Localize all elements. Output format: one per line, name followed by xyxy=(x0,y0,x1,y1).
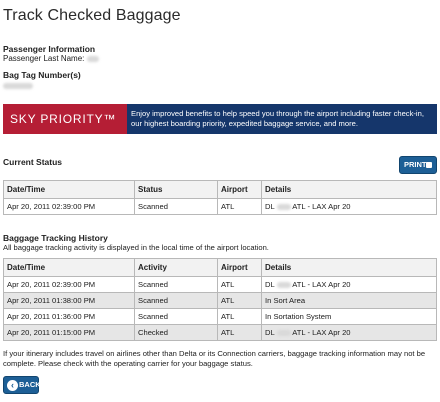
sky-priority-logo: SKY PRIORITY™ xyxy=(3,104,127,134)
details-prefix: DL xyxy=(265,280,275,289)
redacted-last-name xyxy=(87,56,99,62)
details-cell: In Sort Area xyxy=(262,293,437,309)
column-header: Date/Time xyxy=(4,181,135,199)
table-row xyxy=(4,325,437,341)
history-table xyxy=(3,258,437,341)
passenger-last-name-label: Passenger Last Name: xyxy=(3,54,85,63)
current-status-table xyxy=(3,180,437,215)
passenger-last-name-row xyxy=(3,54,99,64)
datetime-cell: Apr 20, 2011 01:38:00 PM xyxy=(4,293,135,309)
activity-cell: Scanned xyxy=(135,293,218,309)
airport-cell: ATL xyxy=(218,199,262,215)
table-row xyxy=(4,277,437,293)
column-header: Airport xyxy=(218,259,262,277)
activity-cell: Scanned xyxy=(135,277,218,293)
column-header: Details xyxy=(262,181,437,199)
back-button-label: BACK xyxy=(19,380,41,389)
datetime-cell: Apr 20, 2011 02:39:00 PM xyxy=(4,199,135,215)
airport-cell: ATL xyxy=(218,293,262,309)
bag-tag-info xyxy=(3,70,81,90)
details-prefix: DL xyxy=(265,328,275,337)
carrier-disclaimer: If your itinerary includes travel on airlines other than Delta or its Connection carriers, baggage tracking information may not be complete. Please check with the operating carrier for your baggage status. xyxy=(3,349,426,368)
datetime-cell: Apr 20, 2011 02:39:00 PM xyxy=(4,277,135,293)
bag-tag-heading: Bag Tag Number(s) xyxy=(3,70,81,80)
print-button-label: PRINT xyxy=(404,160,427,169)
current-status-heading: Current Status xyxy=(3,157,63,167)
print-button[interactable] xyxy=(399,156,437,174)
details-cell xyxy=(262,325,437,341)
activity-cell: Checked xyxy=(135,325,218,341)
airport-cell: ATL xyxy=(218,277,262,293)
table-row xyxy=(4,309,437,325)
column-header: Date/Time xyxy=(4,259,135,277)
back-button[interactable] xyxy=(3,376,39,394)
table-header-row xyxy=(4,259,437,277)
datetime-cell: Apr 20, 2011 01:36:00 PM xyxy=(4,309,135,325)
airport-cell: ATL xyxy=(218,309,262,325)
history-subheading: All baggage tracking activity is displayed in the local time of the airport location. xyxy=(3,243,269,252)
redacted-bag-tag xyxy=(3,83,33,89)
chevron-left-icon: ‹ xyxy=(7,380,18,391)
history-header xyxy=(3,233,269,253)
details-text: ATL - LAX Apr 20 xyxy=(292,202,351,211)
details-text: ATL - LAX Apr 20 xyxy=(292,328,351,337)
redacted-flight-number xyxy=(277,282,291,288)
details-cell xyxy=(262,199,437,215)
details-text: ATL - LAX Apr 20 xyxy=(292,280,351,289)
print-icon xyxy=(426,162,432,168)
table-header-row xyxy=(4,181,437,199)
page-title: Track Checked Baggage xyxy=(3,7,181,24)
passenger-info xyxy=(3,44,99,64)
redacted-flight-number xyxy=(277,204,291,210)
details-cell: In Sortation System xyxy=(262,309,437,325)
status-cell: Scanned xyxy=(135,199,218,215)
airport-cell: ATL xyxy=(218,325,262,341)
redacted-flight-number xyxy=(277,330,291,336)
history-heading: Baggage Tracking History xyxy=(3,233,108,243)
column-header: Activity xyxy=(135,259,218,277)
details-prefix: DL xyxy=(265,202,275,211)
table-row xyxy=(4,293,437,309)
column-header: Details xyxy=(262,259,437,277)
sky-priority-banner[interactable] xyxy=(3,104,437,134)
table-row xyxy=(4,199,437,215)
datetime-cell: Apr 20, 2011 01:15:00 PM xyxy=(4,325,135,341)
passenger-info-heading: Passenger Information xyxy=(3,44,96,54)
sky-priority-text: Enjoy improved benefits to help speed you through the airport including faster check-in, our highest boarding priority, expedited baggage service, and more. xyxy=(131,109,424,128)
column-header: Airport xyxy=(218,181,262,199)
activity-cell: Scanned xyxy=(135,309,218,325)
column-header: Status xyxy=(135,181,218,199)
details-cell xyxy=(262,277,437,293)
